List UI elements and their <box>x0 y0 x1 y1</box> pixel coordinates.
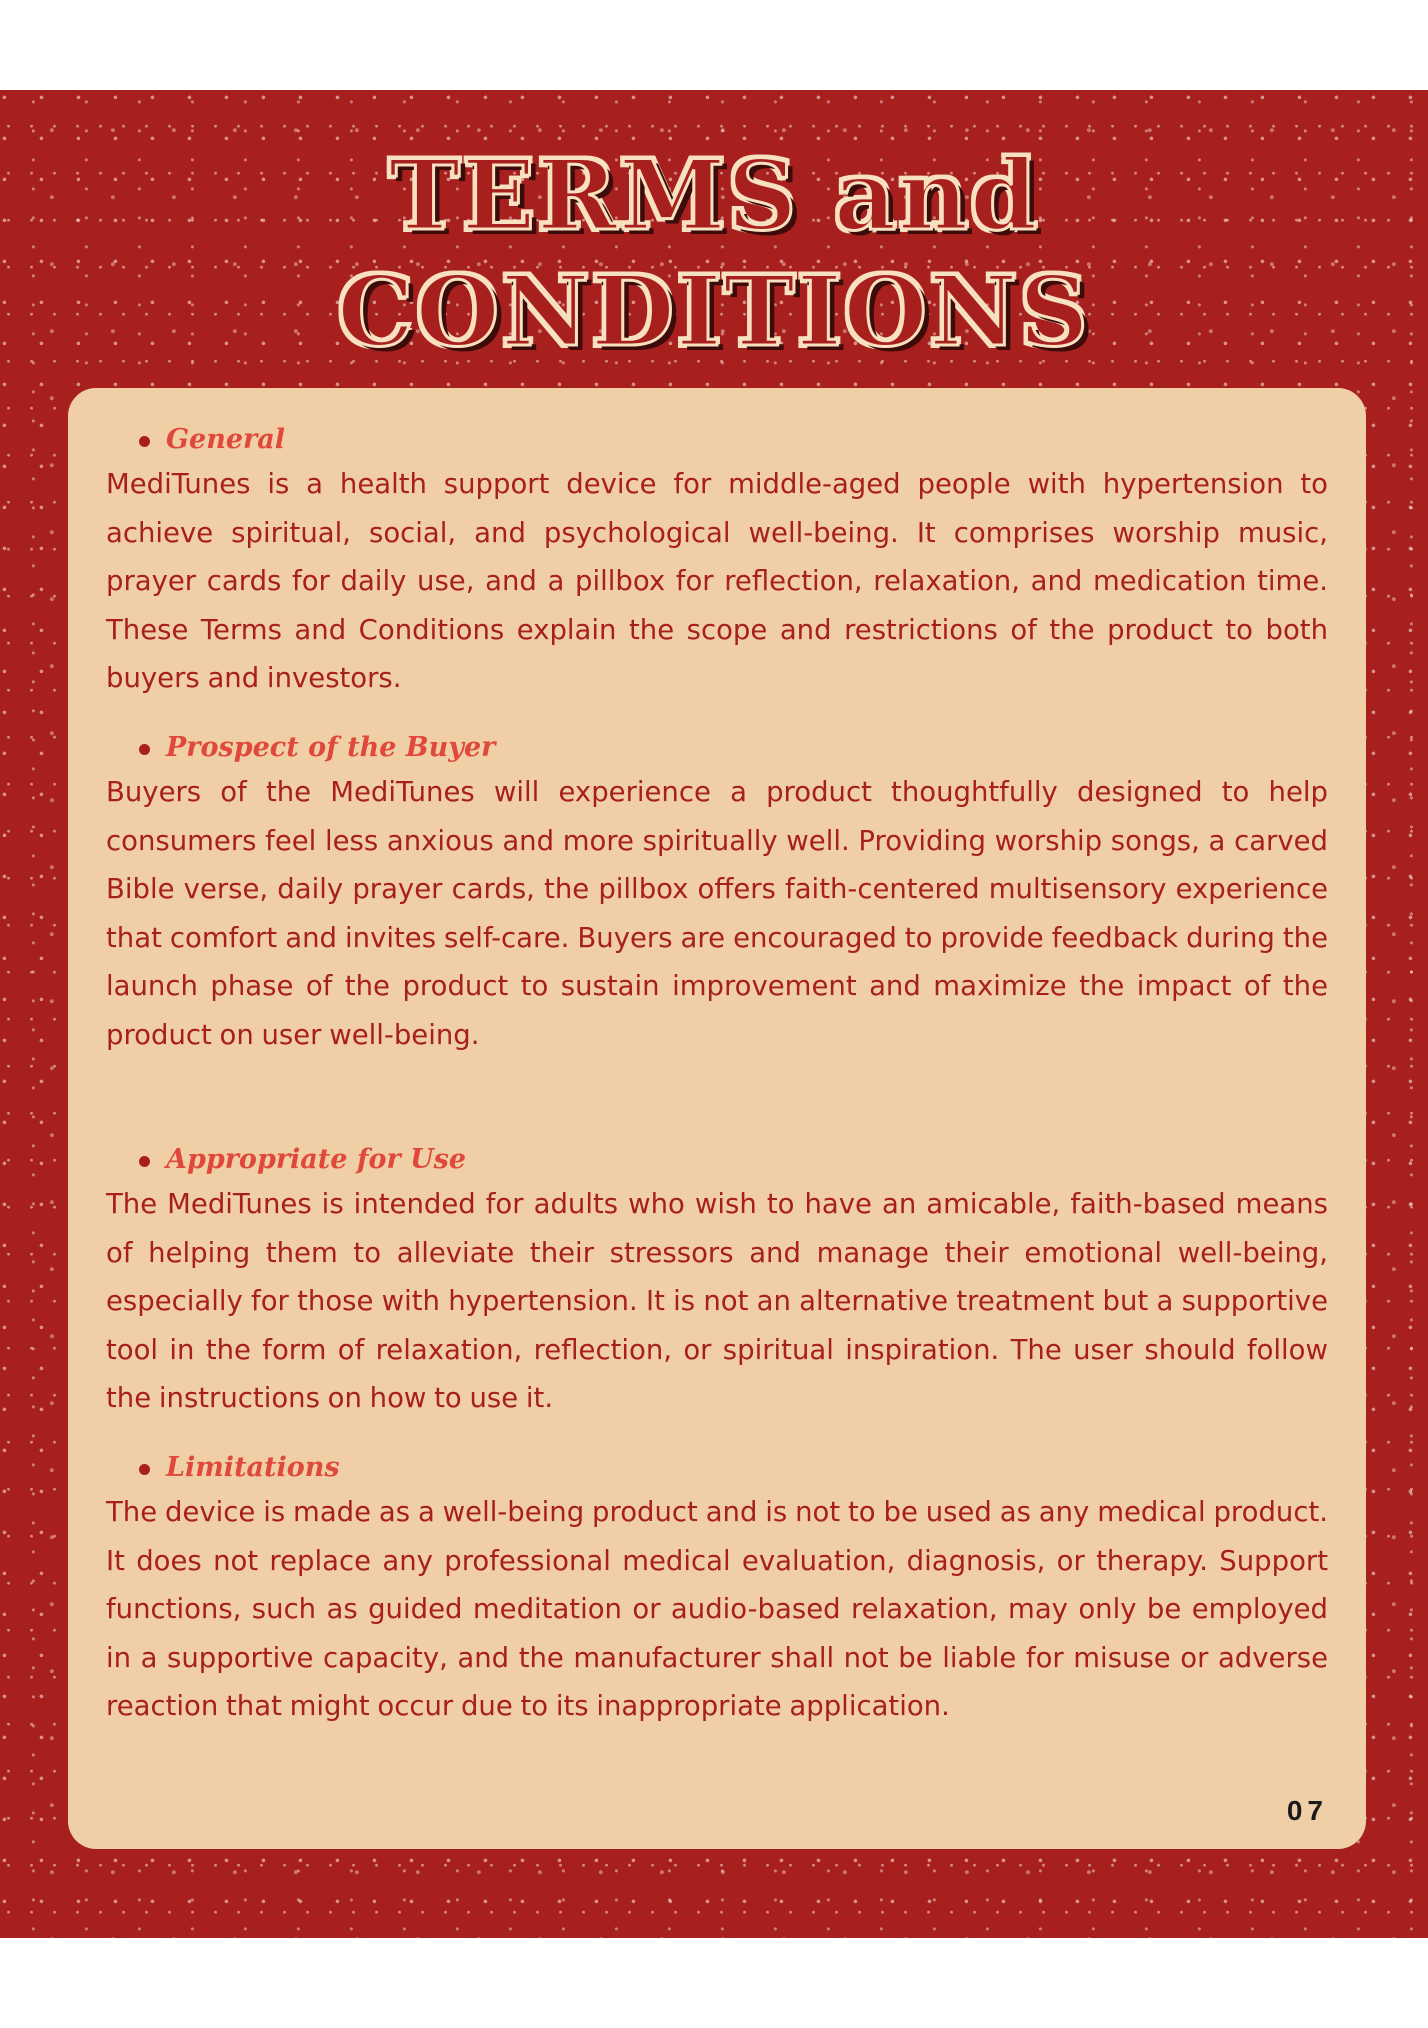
section-appropriate-for-use <box>106 1140 1328 1423</box>
section-heading: Appropriate for Use <box>106 1140 1328 1180</box>
section-body: The MediTunes is intended for adults who wish to have an amicable, faith-based means of helping them to alleviate their stressors and manage their emotional well-being, especially for those with hypertension. It is not an alternative treatment but a supportive tool in the form of relaxation, reflection, or spiritual inspiration. The user should follow the instructions on how to use it. <box>106 1188 1328 1414</box>
section-body: MediTunes is a health support device for middle-aged people with hypertension to achieve spiritual, social, and psychological well-being. It comprises worship music, prayer cards for daily use, and a pillbox for reflection, relaxation, and medication time. These Terms and Conditions explain the scope and restrictions of the product to both buyers and investors. <box>106 468 1328 694</box>
page-number: 07 <box>1286 1795 1328 1826</box>
title-line-2: CONDITIONS <box>337 255 1091 368</box>
section-body: The device is made as a well-being product and is not to be used as any medical product. It does not replace any professional medical evaluation, diagnosis, or therapy. Support functions, such as guided meditation or audio-based relaxation, may only be employed in a supportive capacity, and the manufacturer shall not be liable for misuse or adverse reaction that might occur due to its inappropriate application. <box>106 1496 1328 1722</box>
section-general <box>106 420 1328 703</box>
page-title <box>0 138 1428 370</box>
section-heading: Limitations <box>106 1448 1328 1488</box>
section-body: Buyers of the MediTunes will experience a product thoughtfully designed to help consumers feel less anxious and more spiritually well. Providing worship songs, a carved Bible verse, daily prayer cards, the pillbox offers faith-centered multisensory experience that comfort and invites self-care. Buyers are encouraged to provide feedback during the launch phase of the product to sustain improvement and maximize the impact of the product on user well-being. <box>106 776 1328 1051</box>
section-prospect-of-the-buyer <box>106 728 1328 1059</box>
title-line-1: TERMS and <box>388 139 1040 252</box>
section-heading: General <box>106 420 1328 460</box>
section-heading: Prospect of the Buyer <box>106 728 1328 768</box>
section-limitations <box>106 1448 1328 1731</box>
content-panel <box>68 388 1366 1849</box>
